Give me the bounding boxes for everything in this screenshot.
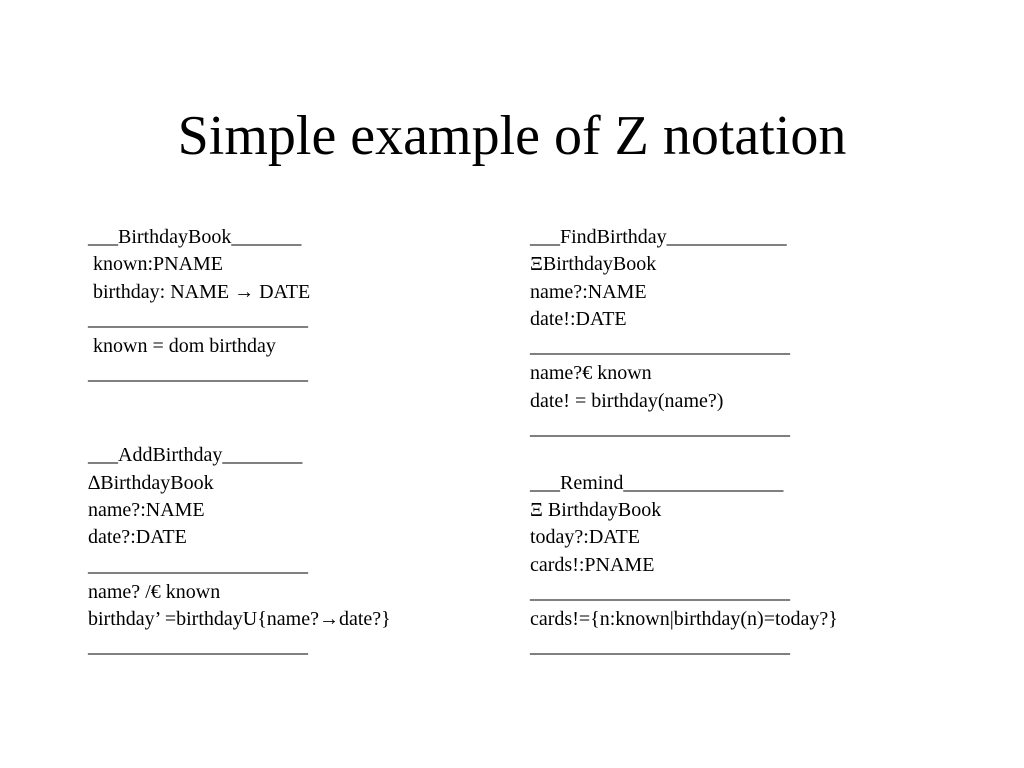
schema-line: known = dom birthday — [88, 335, 276, 358]
schema-line: ___BirthdayBook_______ — [88, 226, 302, 248]
schema-line: name?€ known — [530, 362, 652, 385]
schema-line: ∆BirthdayBook — [88, 471, 214, 494]
schema-line: __________________________ — [530, 580, 790, 603]
schema-line: birthday: NAME → DATE — [88, 280, 311, 303]
schema-line: name?:NAME — [530, 280, 647, 303]
schema-line: date?:DATE — [88, 526, 187, 549]
schema-line: birthday’ =birthdayU{name?→date?} — [88, 608, 391, 631]
schema-line — [88, 415, 508, 442]
schema-line: today?:DATE — [530, 526, 640, 549]
schema-column-left — [88, 224, 508, 661]
schema-line: ___FindBirthday____________ — [530, 226, 787, 248]
schema-line: ______________________ — [88, 362, 308, 385]
schema-line: name?:NAME — [88, 498, 205, 521]
schema-line: known:PNAME — [88, 253, 224, 276]
schema-column-right — [530, 224, 950, 661]
schema-line: Ξ BirthdayBook — [530, 498, 662, 521]
schema-line: __________________________ — [530, 335, 790, 358]
schema-line — [88, 388, 508, 415]
schema-line: ___Remind________________ — [530, 471, 784, 494]
slide-title: Simple example of Z notation — [177, 105, 847, 167]
schema-line: date! = birthday(name?) — [530, 389, 724, 412]
schema-line: cards!:PNAME — [530, 553, 655, 576]
schema-line: ______________________ — [88, 635, 308, 658]
schema-line: date!:DATE — [530, 307, 627, 330]
schema-line: name? /€ known — [88, 580, 221, 603]
schema-line — [530, 442, 950, 469]
schema-line: __________________________ — [530, 635, 790, 658]
schema-line: ___AddBirthday________ — [88, 444, 303, 467]
schema-line: ΞBirthdayBook — [530, 253, 657, 276]
schema-line: cards!={n:known|birthday(n)=today?} — [530, 608, 838, 631]
schema-line: ______________________ — [88, 307, 308, 330]
schema-line: __________________________ — [530, 417, 790, 440]
schema-line: ______________________ — [88, 553, 308, 576]
